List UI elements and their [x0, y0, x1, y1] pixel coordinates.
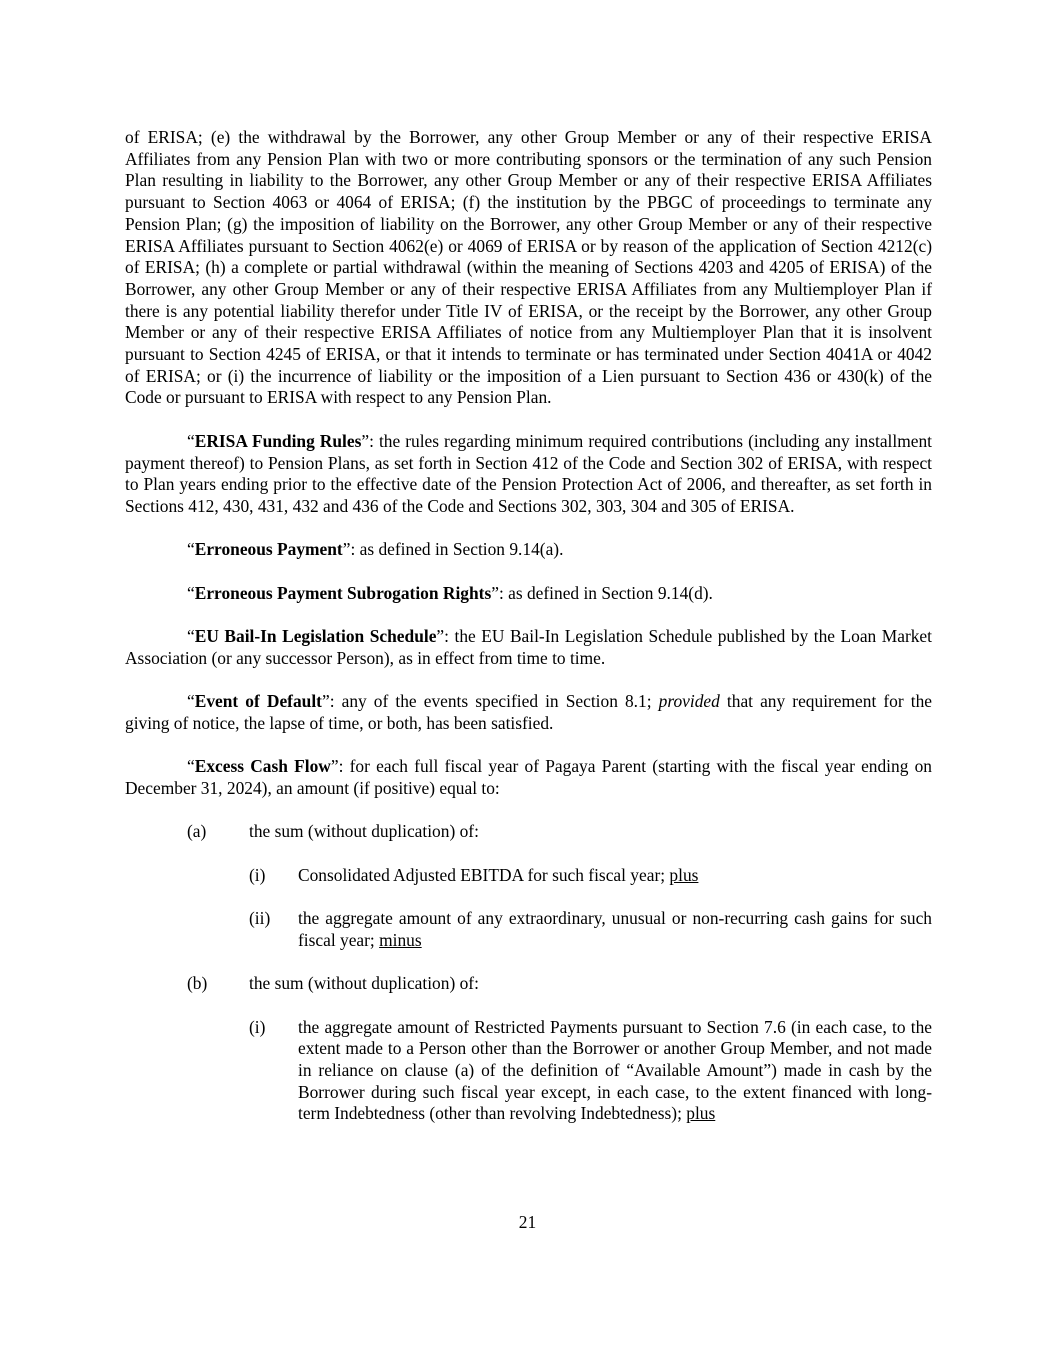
- defined-term: Event of Default: [194, 691, 322, 712]
- definition-excess-cash-flow: “Excess Cash Flow”: for each full fiscal year of Pagaya Parent (starting with the fiscal year ending on December 31, 2024), an amount (if positive) equal to:: [125, 756, 933, 798]
- definition-text: : the rules regarding minimum required contributions (including any installment payment thereof) to Pension Plans, as set forth in Section 412 of the Code and Section 302 of ERISA, with respect to Plan years ending prior to the effective date of the Pension Protection Act of 2006, and thereafter, as set forth in Sections 412, 430, 431, 432 and 436 of the Code and Sections 302, 303, 304 and 305 of ERISA.: [125, 430, 932, 516]
- definition-text-continued: that any requirement for the giving of notice, the lapse of time, or both, has been satisfied.: [125, 691, 933, 733]
- clause-text: the aggregate amount of any extraordinary, unusual or non-recurring cash gains for such fiscal year;: [298, 908, 932, 950]
- clause-connector: minus: [379, 929, 422, 950]
- clause-text: Consolidated Adjusted EBITDA for such fiscal year;: [298, 864, 670, 885]
- clause-label: (ii): [249, 908, 271, 929]
- definition-text: : as defined in Section 9.14(a).: [350, 539, 564, 560]
- definition-text: : the EU Bail-In Legislation Schedule published by the Loan Market Association (or any successor Person), as in effect from time to time.: [125, 626, 932, 668]
- defined-term: Excess Cash Flow: [194, 756, 331, 777]
- definition-erroneous-payment-subrogation-rights: “Erroneous Payment Subrogation Rights”: as defined in Section 9.14(d).: [187, 582, 713, 603]
- defined-term: EU Bail-In Legislation Schedule: [194, 626, 437, 647]
- page-body: [125, 127, 932, 1125]
- definition-eu-bail-in-legislation-schedule: “EU Bail-In Legislation Schedule”: the EU Bail-In Legislation Schedule published by the Loan Market Association (or any successor Person), as in effect from time to time.: [125, 626, 932, 668]
- clause-a: [187, 821, 932, 843]
- clause-connector: plus: [669, 864, 699, 885]
- definition-text: : as defined in Section 9.14(d).: [498, 582, 713, 603]
- defined-term: ERISA Funding Rules: [194, 430, 362, 451]
- clause-a-ii: [249, 908, 932, 951]
- clause-label: (i): [249, 1016, 266, 1037]
- clause-a-i: [249, 864, 932, 887]
- defined-term: Erroneous Payment: [194, 539, 343, 560]
- definition-event-of-default: “Event of Default”: any of the events specified in Section 8.1; provided that any requirement for the giving of notice, the lapse of time, or both, has been satisfied.: [125, 691, 933, 733]
- definition-erisa-funding-rules: “ERISA Funding Rules”: the rules regarding minimum required contributions (including any installment payment thereof) to Pension Plans, as set forth in Section 412 of the Code and Section 302 of ERISA, with respect to Plan years ending prior to the effective date of the Pension Protection Act of 2006, and thereafter, as set forth in Sections 412, 430, 431, 432 and 436 of the Code and Sections 302, 303, 304 and 305 of ERISA.: [125, 430, 932, 516]
- defined-term: Erroneous Payment Subrogation Rights: [194, 582, 492, 603]
- clause-text: the aggregate amount of Restricted Payments pursuant to Section 7.6 (in each case, to the extent made to a Person other than the Borrower or another Group Member, and not made in reliance on clause (a) of the definition of “Available Amount”) made in cash by the Borrower during such fiscal year except, in each case, to the extent financed with long-term Indebtedness (other than revolving Indebtedness);: [298, 1016, 932, 1124]
- definition-text: : any of the events specified in Section 8.1;: [329, 691, 659, 712]
- clause-b-i: [249, 1016, 932, 1126]
- clause-label: (a): [187, 821, 207, 842]
- clause-text: the sum (without duplication) of:: [249, 973, 479, 994]
- definition-text: : for each full fiscal year of Pagaya Parent (starting with the fiscal year ending on December 31, 2024), an amount (if positive) equal to:: [125, 756, 933, 798]
- page-number: 21: [518, 1212, 537, 1232]
- clause-connector: plus: [686, 1103, 716, 1124]
- definition-erroneous-payment: “Erroneous Payment”: as defined in Section 9.14(a).: [187, 539, 564, 560]
- continued-paragraph: of ERISA; (e) the withdrawal by the Borrower, any other Group Member or any of their respective ERISA Affiliates from any Pension Plan with two or more contributing sponsors or the termination of any such Pension Plan resulting in liability to the Borrower, any other Group Member or any of their respective ERISA Affiliates pursuant to Section 4063 or 4064 of ERISA; (f) the institution by the PBGC of proceedings to terminate any Pension Plan; (g) the imposition of liability on the Borrower, any other Group Member or any of their respective ERISA Affiliates pursuant to Section 4062(e) or 4069 of ERISA or by reason of the application of Section 4212(c) of ERISA; (h) a complete or partial withdrawal (within the meaning of Sections 4203 and 4205 of ERISA) of the Borrower, any other Group Member or any of their respective ERISA Affiliates from any Multiemployer Plan if there is any potential liability therefor under Title IV of ERISA, or the receipt by the Borrower, any other Group Member or any of their respective ERISA Affiliates of notice from any Multiemployer Plan that it is insolvent pursuant to Section 4245 of ERISA, or that it intends to terminate or has terminated under Section 4041A or 4042 of ERISA; or (i) the incurrence of liability or the imposition of a Lien pursuant to Section 436 or 430(k) of the Code or pursuant to ERISA with respect to any Pension Plan.: [125, 127, 932, 408]
- clause-label: (i): [249, 864, 266, 885]
- clause-text: the sum (without duplication) of:: [249, 821, 479, 842]
- italic-proviso: provided: [658, 691, 720, 712]
- clause-b: [187, 973, 932, 995]
- clause-label: (b): [187, 973, 208, 994]
